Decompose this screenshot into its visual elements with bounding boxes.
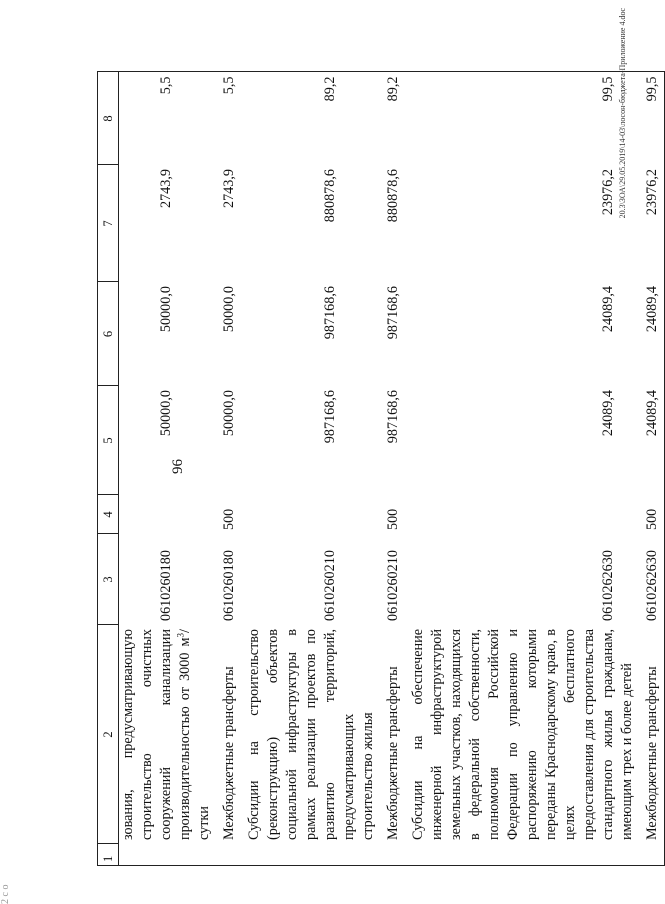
row-value-8: 89,2 [239,72,378,165]
row-name: Межбюджетные трансферты [385,666,401,840]
row-value-7: 23976,2 [600,169,616,216]
row-type: 500 [637,495,665,534]
budget-table [97,72,665,867]
row-type [403,495,637,534]
column-header-4: 4 [98,495,119,534]
row-code: 0610262630 [637,534,665,625]
row-type: 500 [385,508,401,530]
row-value-5: 24089,4 [600,390,616,437]
row-value-5: 50000,0 [158,390,174,437]
table-row [119,72,215,866]
row-value-7: 880878,6 [385,169,401,223]
footer-file-path: 20.3\ЗОА\29.05.2019\14-03\лосон-бюджета-Приложение 4.doc [618,8,627,219]
row-name: зования, предусматривающую строительство очистных сооружений канализации производительностью от 3000 $м^3$/сутки [120,629,212,840]
row-value-5: 987168,6 [322,390,338,444]
row-value-7: 2743,9 [158,169,174,209]
row-type [119,495,215,534]
row-value-8: 99,5 [637,72,665,165]
row-value-8: 5,5 [214,72,239,165]
column-header-5: 5 [98,386,119,495]
table-row [214,72,239,866]
row-code: 0610260210 [385,550,401,621]
row-value-8: 99,5 [403,72,637,165]
row-value-6: 24089,4 [637,282,665,386]
row-name: Субсидии на строительство (реконструкцию) объектов социальной инфраструктуры в рамках реализации проектов по развитию территорий, предусматривающих строительство жилья [246,629,376,840]
row-type [239,495,378,534]
row-code: 0610260180 [158,550,174,621]
column-header-7: 7 [98,165,119,282]
table-row [378,72,403,866]
row-code: 0610262630 [600,550,616,621]
column-header-1: 1 [98,844,119,866]
row-name: Межбюджетные трансферты [637,625,665,844]
row-name: Субсидии на обеспечение инженерной инфраструктурой земельных участков, находящихся в федеральной собственности, полномочия Российской Федерации по управлению и распоряжению которыми переданы Краснодарскому краю, в целях бесплатного предоставления для строительства стандартного жилья гражданам, имеющим трех и более детей [410,629,635,840]
row-name: Межбюджетные трансферты [221,666,237,840]
row-code: 0610260210 [322,550,338,621]
row-value-6: 50000,0 [158,286,174,333]
row-value-5: 24089,4 [637,386,665,495]
column-header-8: 8 [98,72,119,165]
column-header-3: 3 [98,534,119,625]
row-value-7: 23976,2 [637,165,665,282]
row-value-5: 987168,6 [385,390,401,444]
row-value-6: 50000,0 [221,286,237,333]
corner-mark: 2 c o [0,884,11,904]
row-value-5: 50000,0 [221,390,237,437]
column-number-row [98,72,119,866]
table-row [239,72,378,866]
row-value-7: 2743,9 [221,169,237,209]
page-number: 96 [170,459,186,474]
column-header-2: 2 [98,625,119,844]
table-row [403,72,637,866]
column-header-6: 6 [98,282,119,386]
row-value-6: 987168,6 [322,286,338,340]
row-code: 0610260180 [221,550,237,621]
table-row [637,72,665,866]
row-value-6: 987168,6 [385,286,401,340]
row-value-7: 880878,6 [322,169,338,223]
row-value-6: 24089,4 [600,286,616,333]
row-value-8: 5,5 [119,72,215,165]
row-value-8: 89,2 [378,72,403,165]
row-type: 500 [221,508,237,530]
